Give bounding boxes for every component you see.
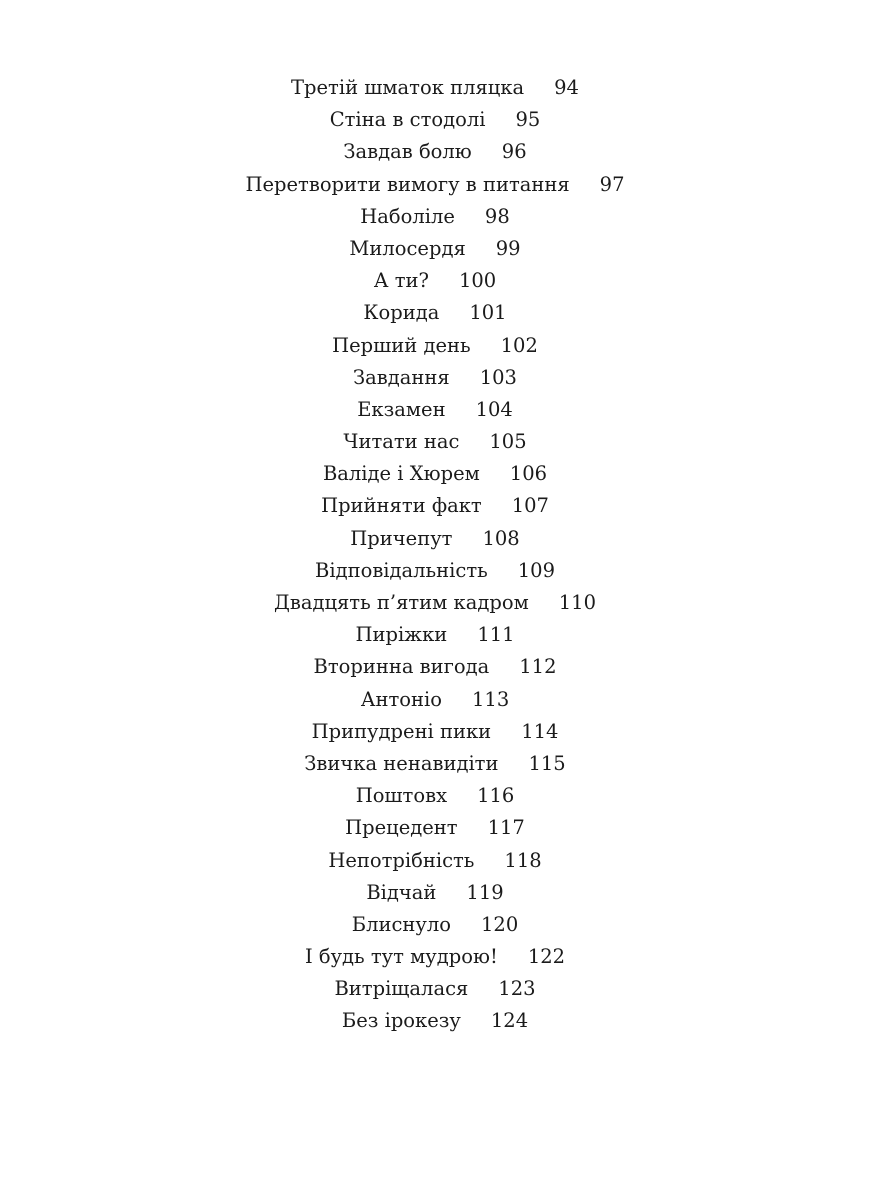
toc-entry (0, 104, 870, 136)
toc-entry-page-number: 119 (466, 880, 504, 904)
toc-entry-page-number: 110 (558, 591, 596, 614)
toc-entry (0, 780, 870, 812)
toc-entry (0, 72, 870, 104)
toc-entry-title: І будь тут мудрою! (304, 945, 498, 969)
toc-entry-title: Третій шматок пляцка (291, 76, 525, 99)
toc-entry-title: Блиснуло (351, 912, 451, 936)
toc-entry-page-number: 94 (554, 76, 579, 99)
toc-entry-page-number: 97 (599, 172, 625, 196)
toc-entry-page-number: 100 (458, 269, 497, 293)
toc-entry (0, 909, 870, 941)
toc-entry (0, 426, 870, 458)
toc-entry-page-number: 104 (475, 397, 513, 421)
toc-entry (0, 555, 870, 587)
toc-entry (0, 201, 870, 233)
toc-entry-title: Стіна в стодолі (329, 108, 486, 132)
toc-entry-page-number: 116 (477, 784, 515, 808)
toc-entry-page-number: 95 (515, 108, 541, 132)
toc-entry-title: Поштовх (355, 784, 448, 808)
toc-entry-page-number: 107 (511, 494, 549, 518)
toc-entry-title: Припудрені пики (311, 719, 492, 743)
toc-entry-page-number: 123 (498, 977, 536, 1001)
toc-entry-page-number: 101 (469, 301, 507, 325)
toc-entry (0, 136, 870, 168)
toc-entry-page-number: 103 (479, 365, 517, 389)
toc-entry-title: Читати нас (343, 430, 460, 454)
toc-entry-title: Корида (363, 301, 440, 325)
toc-entry-title: Пиріжки (355, 623, 448, 647)
toc-entry-title: Милосердя (349, 236, 466, 260)
toc-entry (0, 362, 870, 394)
toc-entry-page-number: 96 (501, 140, 527, 164)
toc-entry (0, 458, 870, 490)
toc-entry-title: Вторинна вигода (313, 655, 490, 679)
toc-entry-title: Наболіле (360, 204, 455, 228)
toc-entry (0, 394, 870, 426)
toc-entry-page-number: 118 (504, 848, 542, 872)
toc-entry (0, 297, 870, 329)
toc-entry-page-number: 102 (500, 333, 538, 357)
toc-entry-page-number: 124 (490, 1009, 529, 1033)
toc-entry (0, 812, 870, 844)
table-of-contents (0, 72, 870, 1038)
toc-entry-page-number: 106 (509, 462, 548, 486)
toc-entry (0, 941, 870, 973)
toc-entry-page-number: 112 (519, 655, 557, 679)
toc-entry (0, 619, 870, 651)
toc-entry-title: Причепут (350, 526, 453, 550)
toc-entry-title: Валіде і Хюрем (322, 462, 480, 486)
toc-entry (0, 265, 870, 297)
toc-entry-page-number: 108 (482, 526, 520, 550)
toc-entry-page-number: 120 (481, 912, 519, 936)
toc-entry (0, 233, 870, 265)
toc-entry (0, 877, 870, 909)
toc-entry-page-number: 105 (489, 430, 527, 454)
toc-entry-page-number: 109 (517, 558, 555, 582)
toc-entry-page-number: 98 (484, 204, 510, 228)
toc-entry-title: Витріщалася (334, 977, 469, 1001)
toc-entry-title: Відповідальність (315, 558, 488, 582)
toc-entry-page-number: 122 (527, 945, 566, 969)
toc-entry (0, 587, 870, 619)
toc-entry-title: Непотрібність (328, 848, 475, 872)
toc-entry-title: Перетворити вимогу в питання (245, 172, 570, 196)
toc-entry (0, 490, 870, 522)
toc-entry (0, 973, 870, 1005)
toc-entry-title: Прийняти факт (321, 494, 482, 518)
toc-entry-page-number: 115 (528, 751, 566, 775)
toc-entry-title: Екзамен (357, 397, 446, 421)
toc-entry (0, 1005, 870, 1037)
toc-entry-title: Завдав болю (343, 140, 472, 164)
toc-entry (0, 523, 870, 555)
toc-entry-page-number: 114 (521, 719, 559, 743)
toc-entry-title: Відчай (366, 880, 437, 904)
toc-entry-page-number: 111 (477, 623, 515, 647)
toc-entry (0, 684, 870, 716)
toc-entry (0, 169, 870, 201)
toc-entry-title: Двадцять п’ятим кадром (273, 591, 529, 614)
toc-entry (0, 716, 870, 748)
toc-entry (0, 748, 870, 780)
toc-entry (0, 651, 870, 683)
toc-entry-title: Прецедент (345, 816, 458, 840)
toc-entry-title: А ти? (373, 269, 429, 293)
toc-entry-title: Завдання (353, 365, 450, 389)
toc-entry-title: Антоніо (360, 687, 443, 711)
toc-entry-page-number: 117 (487, 816, 525, 840)
toc-entry-page-number: 113 (472, 687, 510, 711)
toc-entry (0, 330, 870, 362)
toc-entry-title: Звичка ненавидіти (304, 751, 499, 775)
toc-entry (0, 845, 870, 877)
toc-entry-title: Без ірокезу (341, 1009, 461, 1033)
toc-entry-page-number: 99 (495, 236, 521, 260)
toc-entry-title: Перший день (332, 333, 471, 357)
